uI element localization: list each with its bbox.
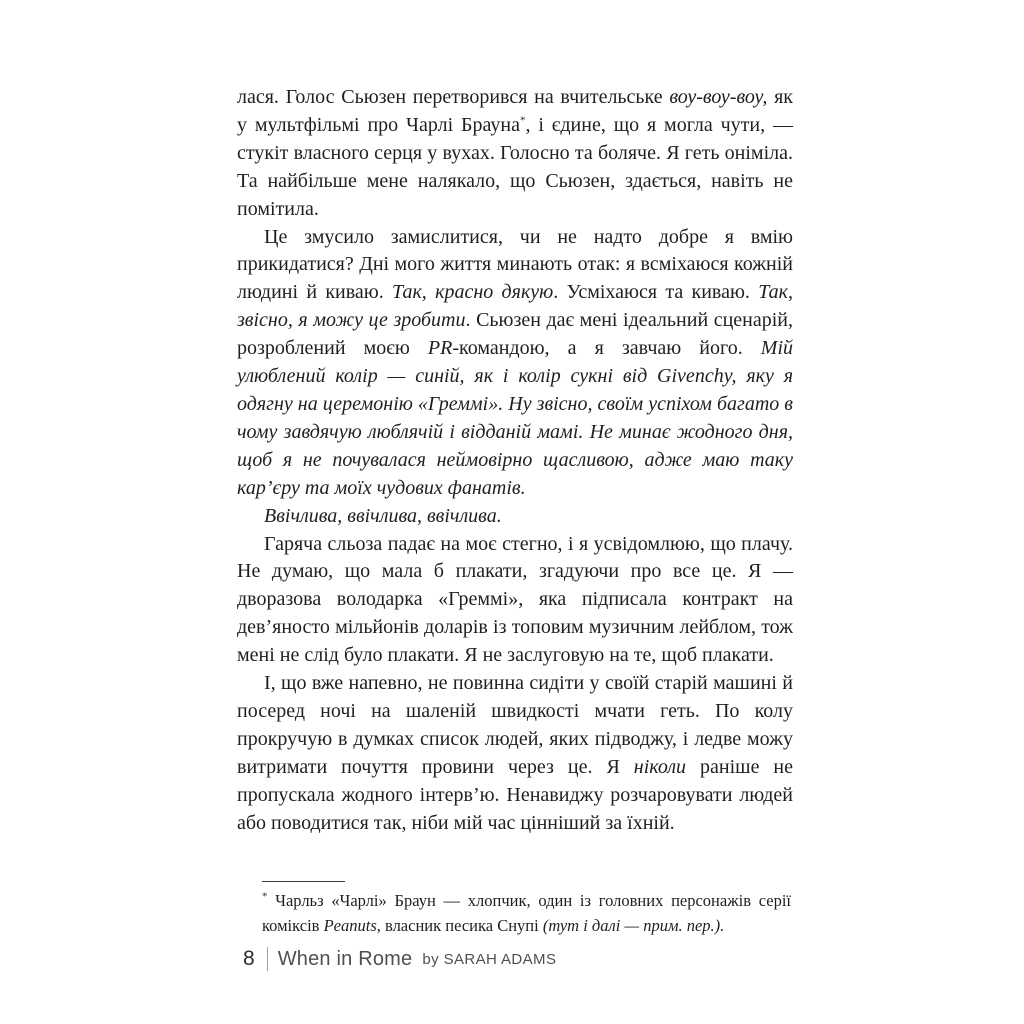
book-title: When in Rome <box>277 947 413 970</box>
footnote-divider <box>262 881 345 882</box>
body-text <box>237 84 793 837</box>
paragraph: Гаряча сльоза падає на моє стегно, і я усвідомлюю, що плачу. Не думаю, що мала б плакати, згадуючи про все це. Я — дворазова володарка «Греммі», яка підписала контракт на дев’яносто мільйонів доларів із топовим музичним лейблом, тож мені не слід було плакати. Я не заслуговую на те, щоб плакати. <box>237 532 793 667</box>
paragraph: І, що вже напевно, не повинна сидіти у своїй старій машині й посеред ночі на шаленій швидкості мчати геть. По колу прокручую в думках список людей, яких підводжу, і ледве можу витримати почуття провини через це. Я ніколи раніше не пропускала жодного інтерв’ю. Ненавиджу розчаровувати людей або поводитися так, ніби мій час цінніший за їхній. <box>237 672 793 834</box>
footnote-text: * Чарльз «Чарлі» Браун — хлопчик, один із головних персонажів серії коміксів Peanuts, власник песика Снупі (тут і далі — прим. пер.). <box>262 890 791 935</box>
footer-divider <box>267 947 268 971</box>
page-number: 8 <box>243 947 255 970</box>
paragraph: Ввічлива, ввічлива, ввічлива. <box>264 504 502 527</box>
paragraph: лася. Голос Сьюзен перетворився на вчительське воу-воу-воу, як у мультфільмі про Чарлі Брауна*, і єдине, що я могла чути, — стукіт власного серця у вухах. Голосно та боляче. Я геть оніміла. Та найбільше мене налякало, що Сьюзен, здається, навіть не помітила. <box>237 86 793 220</box>
page-footer <box>243 947 556 971</box>
book-author: by SARAH ADAMS <box>422 950 557 968</box>
paragraph: Це змусило замислитися, чи не надто добре я вмію прикидатися? Дні мого життя минають отак: я всміхаюся кожній людині й киваю. Так, красно дякую. Усміхаюся та киваю. Так, звісно, я можу це зробити. Сьюзен дає мені ідеальний сценарій, розроблений моєю PR-командою, а я завчаю його. Мій улюблений колір — синій, як і колір сукні від Givenchy, яку я одягну на церемонію «Греммі». Ну звісно, своїм успіхом багато в чому завдячую люблячій і відданій мамі. Не минає жодного дня, щоб я не почувалася неймовірно щасливою, адже маю таку кар’єру та моїх чудових фанатів. <box>237 225 793 499</box>
footnote <box>262 881 791 938</box>
